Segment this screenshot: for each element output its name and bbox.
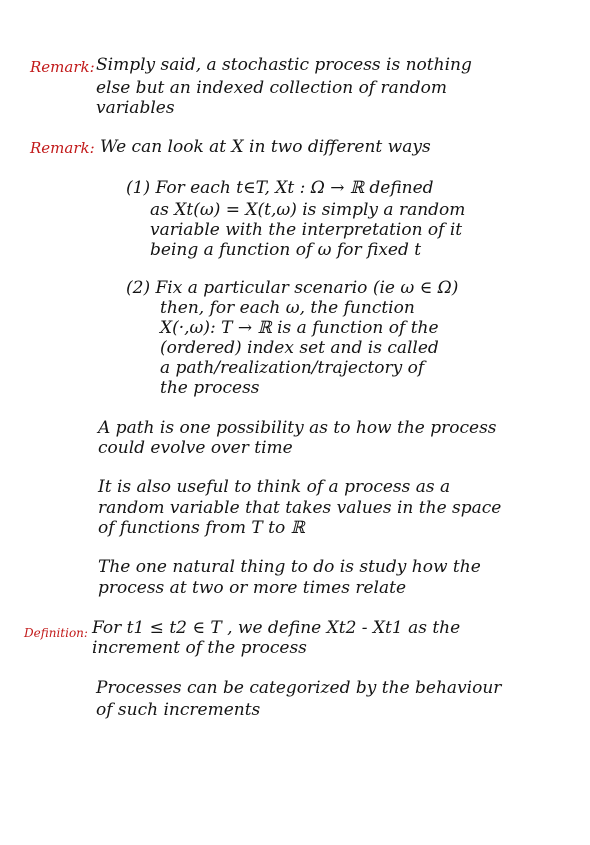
item1-line-4: being a function of ω for fixed t	[150, 240, 422, 260]
item2-line-2: then, for each ω, the function	[160, 298, 415, 318]
remark1-line-3: variables	[96, 98, 175, 118]
remark1-line-1: Simply said, a stochastic process is nothing	[96, 55, 472, 75]
categorized-line-1: Processes can be categorized by the behaviour	[96, 678, 502, 698]
remark1-line-2: else but an indexed collection of random	[96, 78, 447, 98]
path-line-1: A path is one possibility as to how the process	[98, 418, 497, 438]
remark2-intro: We can look at X in two different ways	[100, 137, 431, 157]
natural-line-1: The one natural thing to do is study how the	[98, 557, 481, 577]
definition-label: Definition:	[24, 626, 88, 640]
item2-line-5: a path/realization/trajectory of	[160, 358, 425, 378]
item1-line-1: (1) For each t∈T, Xt : Ω → ℝ defined	[126, 178, 434, 198]
item2-line-6: the process	[160, 378, 260, 398]
path-line-2: could evolve over time	[98, 438, 293, 458]
definition-line-2: increment of the process	[92, 638, 307, 658]
item1-line-2: as Xt(ω) = X(t,ω) is simply a random	[150, 200, 466, 220]
rv-line-2: random variable that takes values in the space	[98, 498, 502, 518]
remark-label: Remark:	[30, 139, 95, 157]
item2-line-4: (ordered) index set and is called	[160, 338, 439, 358]
natural-line-2: process at two or more times relate	[98, 578, 407, 598]
item2-line-3: X(·,ω): T → ℝ is a function of the	[160, 318, 439, 338]
item2-line-1: (2) Fix a particular scenario (ie ω ∈ Ω)	[126, 278, 459, 298]
rv-line-1: It is also useful to think of a process as a	[98, 477, 451, 497]
categorized-line-2: of such increments	[96, 700, 261, 720]
definition-line-1: For t1 ≤ t2 ∈ T , we define Xt2 - Xt1 as the	[92, 618, 461, 638]
item1-line-3: variable with the interpretation of it	[150, 220, 463, 240]
remark-label: Remark:	[30, 58, 95, 76]
rv-line-3: of functions from T to ℝ	[98, 518, 305, 538]
